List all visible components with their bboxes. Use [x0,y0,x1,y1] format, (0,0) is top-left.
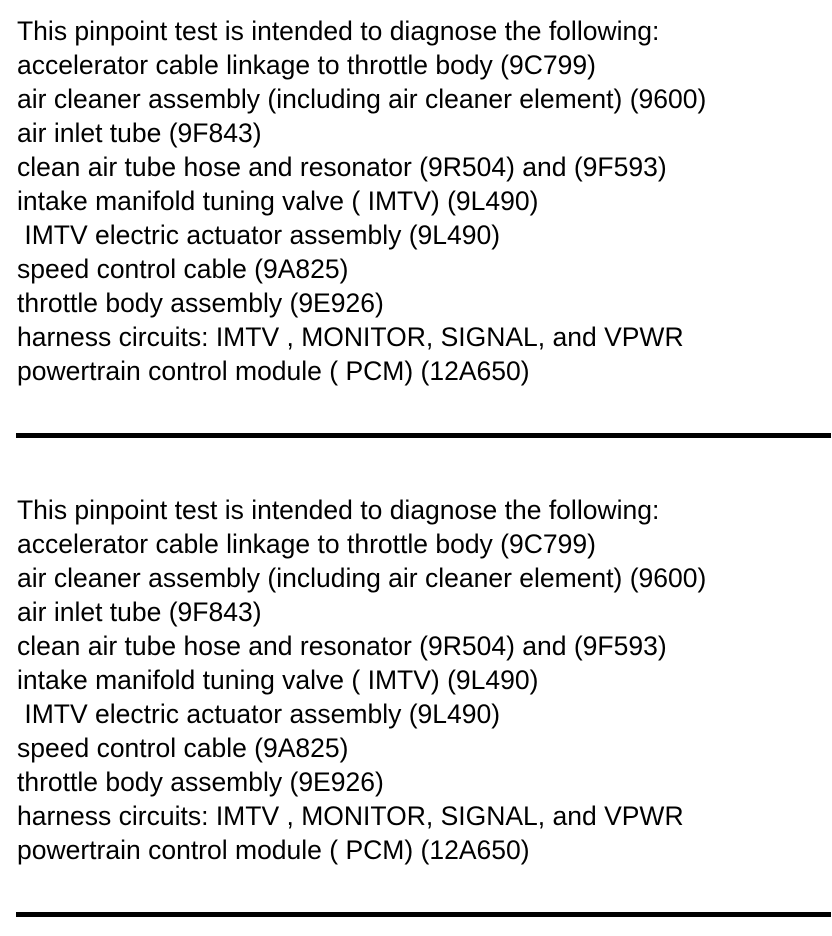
component-item: accelerator cable linkage to throttle body (9C799) [17,529,596,559]
component-list [0,0,832,388]
component-item: IMTV electric actuator assembly (9L490) [17,220,501,250]
component-item: speed control cable (9A825) [17,733,349,763]
section-divider [16,912,831,917]
component-item: air inlet tube (9F843) [17,118,262,148]
section-divider [16,433,831,438]
component-item: intake manifold tuning valve ( IMTV) (9L490) [17,186,539,216]
pinpoint-test-section-2 [0,479,832,867]
component-item: air cleaner assembly (including air cleaner element) (9600) [17,563,707,593]
component-item: speed control cable (9A825) [17,254,349,284]
component-item: intake manifold tuning valve ( IMTV) (9L490) [17,665,539,695]
component-item: IMTV electric actuator assembly (9L490) [17,699,501,729]
component-item: throttle body assembly (9E926) [17,288,384,318]
component-item: clean air tube hose and resonator (9R504) and (9F593) [17,152,667,182]
component-item: powertrain control module ( PCM) (12A650) [17,356,530,386]
intro-line: This pinpoint test is intended to diagnose the following: [17,16,660,46]
component-item: air cleaner assembly (including air cleaner element) (9600) [17,84,707,114]
component-item: harness circuits: IMTV , MONITOR, SIGNAL, and VPWR [17,322,684,352]
component-item: harness circuits: IMTV , MONITOR, SIGNAL, and VPWR [17,801,684,831]
component-item: clean air tube hose and resonator (9R504) and (9F593) [17,631,667,661]
component-item: powertrain control module ( PCM) (12A650) [17,835,530,865]
component-list [0,479,832,867]
pinpoint-test-section-1 [0,0,832,388]
component-item: throttle body assembly (9E926) [17,767,384,797]
intro-line: This pinpoint test is intended to diagnose the following: [17,495,660,525]
component-item: air inlet tube (9F843) [17,597,262,627]
component-item: accelerator cable linkage to throttle body (9C799) [17,50,596,80]
